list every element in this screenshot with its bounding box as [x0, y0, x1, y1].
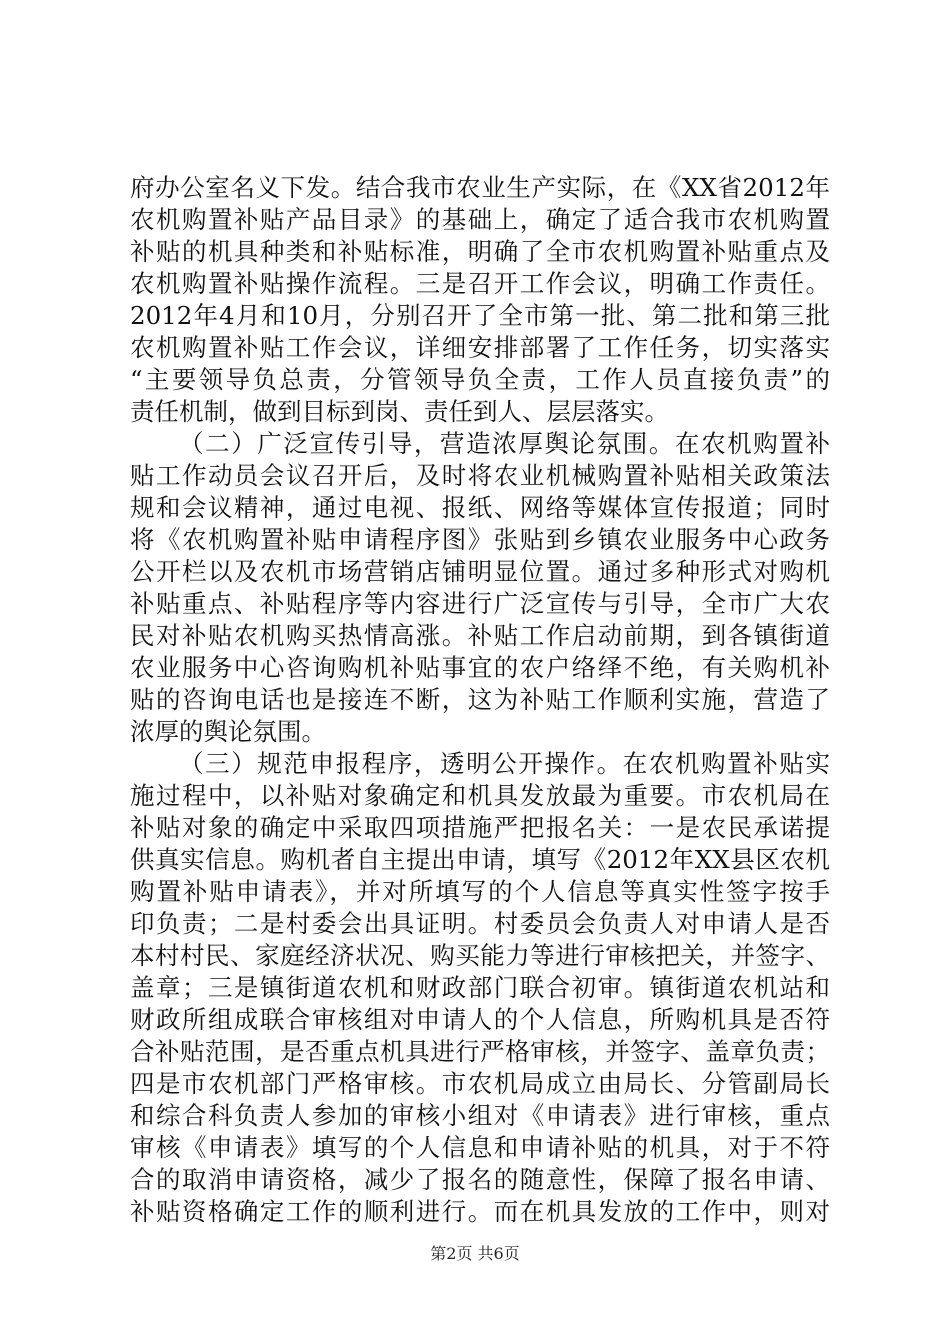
text-line: 农机购置补贴操作流程。三是召开工作会议，明确工作责任。 — [130, 269, 830, 298]
text-line: 责任机制，做到目标到岗、责任到人、层层落实。 — [130, 397, 669, 426]
text-line: 本村村民、家庭经济状况、购买能力等进行审核把关，并签字、 — [130, 941, 830, 970]
page-number-footer: 第2页 共6页 — [430, 1244, 520, 1263]
text-line: 农业服务中心咨询购机补贴事宜的农户络绎不绝，有关购机补 — [130, 653, 830, 682]
text-line: 补贴的机具种类和补贴标准，明确了全市农机购置补贴重点及 — [130, 237, 830, 266]
text-line: 补贴重点、补贴程序等内容进行广泛宣传与引导，全市广大农 — [130, 589, 830, 618]
text-line: 府办公室名义下发。结合我市农业生产实际，在《XX省2012年 — [130, 173, 830, 202]
text-line: 补贴资格确定工作的顺利进行。而在机具发放的工作中，则对 — [130, 1197, 830, 1226]
document-body — [130, 172, 830, 1228]
text-line: 购置补贴申请表》，并对所填写的个人信息等真实性签字按手 — [130, 877, 830, 906]
text-line: 审核《申请表》填写的个人信息和申请补贴的机具，对于不符 — [130, 1133, 830, 1162]
text-line: 施过程中，以补贴对象确定和机具发放最为重要。市农机局在 — [130, 781, 830, 810]
text-line: 2012年4月和10月，分别召开了全市第一批、第二批和第三批 — [130, 301, 830, 330]
text-line: 印负责；二是村委会出具证明。村委员会负责人对申请人是否 — [130, 909, 830, 938]
text-line: 补贴对象的确定中采取四项措施严把报名关：一是农民承诺提 — [130, 813, 830, 842]
text-line: 规和会议精神，通过电视、报纸、网络等媒体宣传报道；同时 — [130, 493, 830, 522]
text-line: 民对补贴农机购买热情高涨。补贴工作启动前期，到各镇街道 — [130, 621, 830, 650]
text-line: 农机购置补贴工作会议，详细安排部署了工作任务，切实落实 — [130, 333, 830, 362]
text-line: 供真实信息。购机者自主提出申请，填写《2012年XX县区农机 — [130, 845, 830, 874]
text-line: 将《农机购置补贴申请程序图》张贴到乡镇农业服务中心政务 — [130, 525, 830, 554]
text-line: 贴工作动员会议召开后，及时将农业机械购置补贴相关政策法 — [130, 461, 830, 490]
text-line: （三）规范申报程序，透明公开操作。在农机购置补贴实 — [179, 749, 830, 778]
text-line: 财政所组成联合审核组对申请人的个人信息，所购机具是否符 — [130, 1005, 830, 1034]
text-line: 和综合科负责人参加的审核小组对《申请表》进行审核，重点 — [130, 1101, 830, 1130]
text-line: 公开栏以及农机市场营销店铺明显位置。通过多种形式对购机 — [130, 557, 830, 586]
text-line: 浓厚的舆论氛围。 — [130, 717, 326, 746]
text-line: 合补贴范围，是否重点机具进行严格审核，并签字、盖章负责； — [130, 1037, 830, 1066]
text-line: 合的取消申请资格，减少了报名的随意性，保障了报名申请、 — [130, 1165, 830, 1194]
text-line: （二）广泛宣传引导，营造浓厚舆论氛围。在农机购置补 — [179, 429, 830, 458]
text-line: 农机购置补贴产品目录》的基础上，确定了适合我市农机购置 — [130, 205, 830, 234]
text-line: 四是市农机部门严格审核。市农机局成立由局长、分管副局长 — [130, 1069, 830, 1098]
text-line: 贴的咨询电话也是接连不断，这为补贴工作顺利实施，营造了 — [130, 685, 830, 714]
text-line: 盖章；三是镇街道农机和财政部门联合初审。镇街道农机站和 — [130, 973, 830, 1002]
text-line: “主要领导负总责，分管领导负全责，工作人员直接负责”的 — [130, 365, 830, 394]
